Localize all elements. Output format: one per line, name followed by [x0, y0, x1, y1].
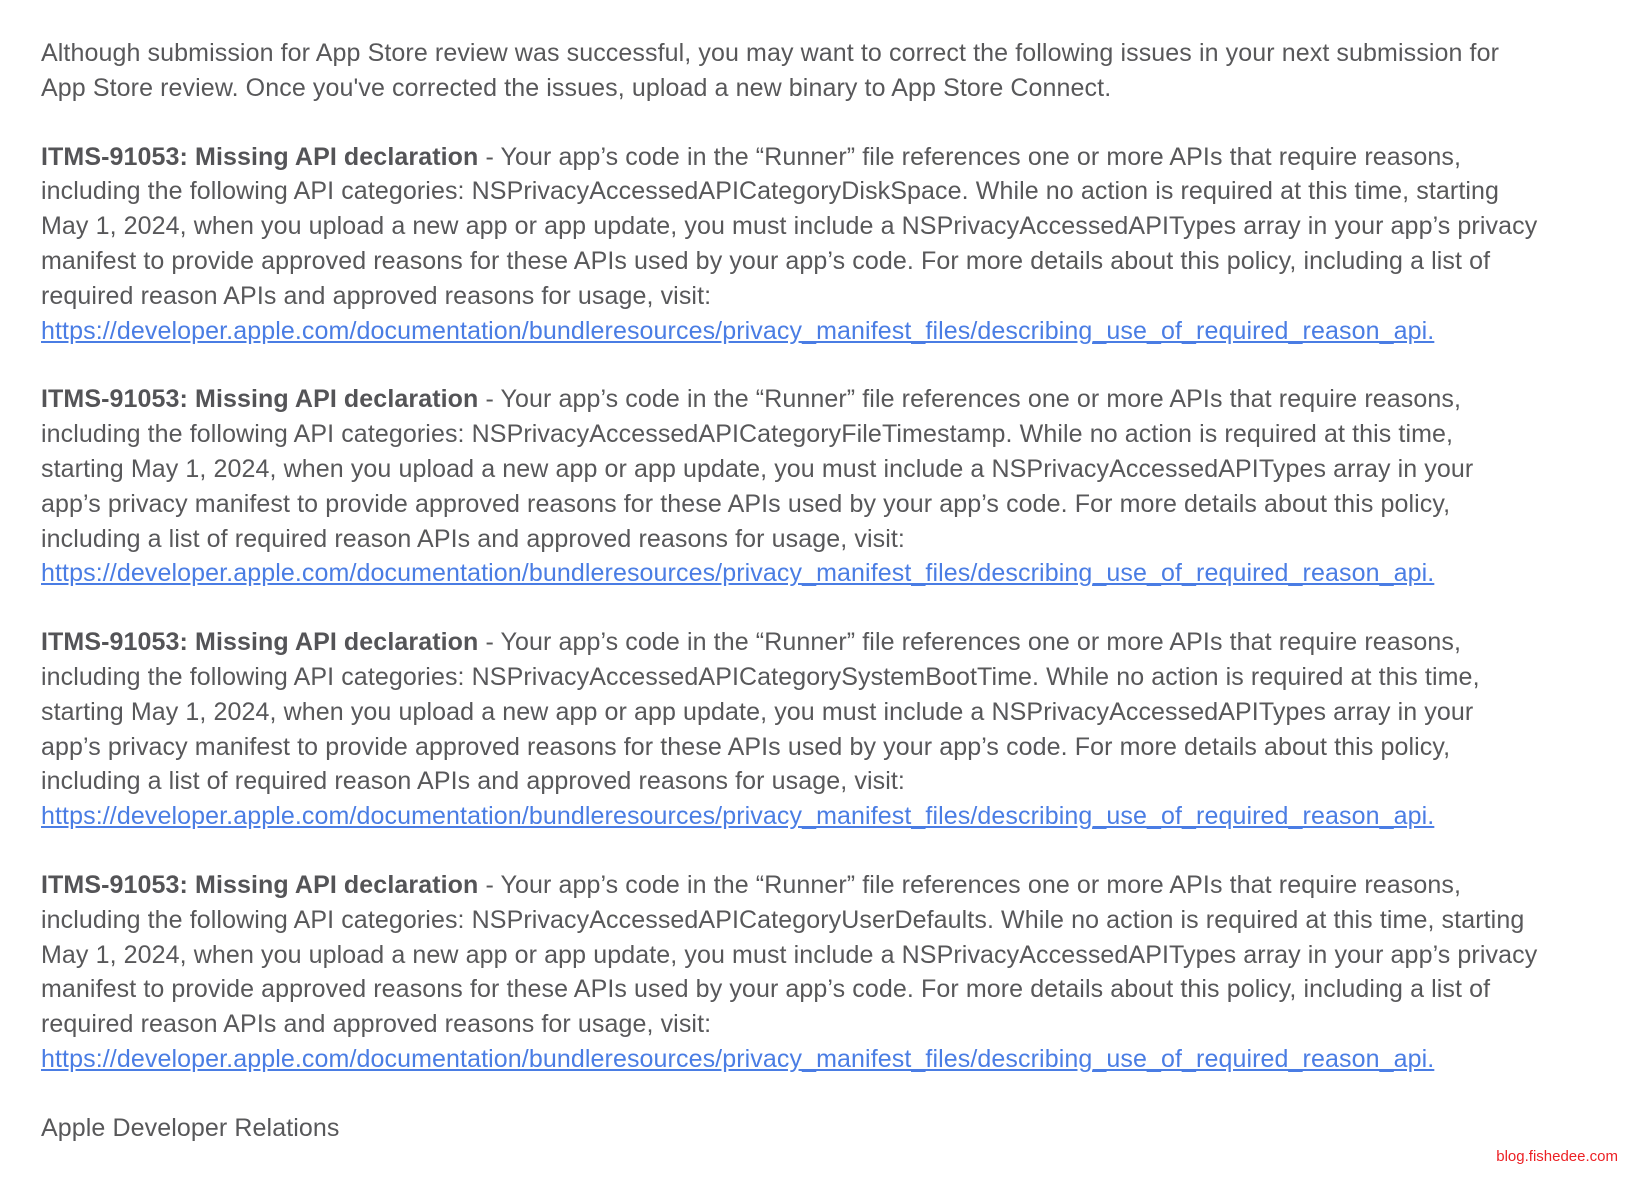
issue-4-link[interactable]: https://developer.apple.com/documentation/bundleresources/privacy_manifest_files/describing_use_of_required_reason_api. — [41, 1044, 1435, 1073]
issue-2-code: ITMS-91053: Missing API declaration — [41, 385, 479, 414]
issue-2-text: - Your app’s code in the “Runner” file references one or more APIs that require reasons, including the following API categories: NSPrivacyAccessedAPICategoryFileTimestamp. While no action is required at this time, starting May 1, 2024, when you upload a new app or app update, you must include a NSPrivacyAccessedAPITypes array in your app’s privacy manifest to provide approved reasons for these APIs used by your app’s code. For more details about this policy, including a list of required reason APIs and approved reasons for usage, visit: — [41, 385, 1474, 553]
issue-4-text: - Your app’s code in the “Runner” file references one or more APIs that require reasons, including the following API categories: NSPrivacyAccessedAPICategoryUserDefaults. While no action is required at this time, starting May 1, 2024, when you upload a new app or app update, you must include a NSPrivacyAccessedAPITypes array in your app’s privacy manifest to provide approved reasons for these APIs used by your app’s code. For more details about this policy, including a list of required reason APIs and approved reasons for usage, visit: — [41, 870, 1538, 1039]
issue-2-link[interactable]: https://developer.apple.com/documentation/bundleresources/privacy_manifest_files/describing_use_of_required_reason_api. — [41, 559, 1435, 588]
intro-paragraph: Although submission for App Store review was successful, you may want to correct the following issues in your next submission for App Store review. Once you've corrected the issues, upload a new binary to App Store Connect. — [41, 39, 1500, 102]
issue-4-code: ITMS-91053: Missing API declaration — [41, 870, 479, 899]
issue-3-text: - Your app’s code in the “Runner” file references one or more APIs that require reasons, including the following API categories: NSPrivacyAccessedAPICategorySystemBootTime. While no action is required at this time, starting May 1, 2024, when you upload a new app or app update, you must include a NSPrivacyAccessedAPITypes array in your app’s privacy manifest to provide approved reasons for these APIs used by your app’s code. For more details about this policy, including a list of required reason APIs and approved reasons for usage, visit: — [41, 628, 1480, 796]
issue-block-3 — [41, 625, 1538, 834]
watermark: blog.fishedee.com — [1496, 1148, 1618, 1165]
issue-3-code: ITMS-91053: Missing API declaration — [41, 628, 479, 657]
issue-block-2 — [41, 382, 1538, 591]
issue-1-text: - Your app’s code in the “Runner” file references one or more APIs that require reasons, including the following API categories: NSPrivacyAccessedAPICategoryDiskSpace. While no action is required at this time, starting May 1, 2024, when you upload a new app or app update, you must include a NSPrivacyAccessedAPITypes array in your app’s privacy manifest to provide approved reasons for these APIs used by your app’s code. For more details about this policy, including a list of required reason APIs and approved reasons for usage, visit: — [41, 142, 1538, 310]
issue-1-code: ITMS-91053: Missing API declaration — [41, 142, 479, 171]
signature: Apple Developer Relations — [41, 1113, 340, 1142]
issue-3-link[interactable]: https://developer.apple.com/documentation/bundleresources/privacy_manifest_files/describing_use_of_required_reason_api. — [41, 802, 1435, 831]
issue-block-4 — [41, 868, 1538, 1077]
issue-block-1 — [41, 140, 1538, 349]
issue-1-link[interactable]: https://developer.apple.com/documentation/bundleresources/privacy_manifest_files/describing_use_of_required_reason_api. — [41, 316, 1435, 345]
